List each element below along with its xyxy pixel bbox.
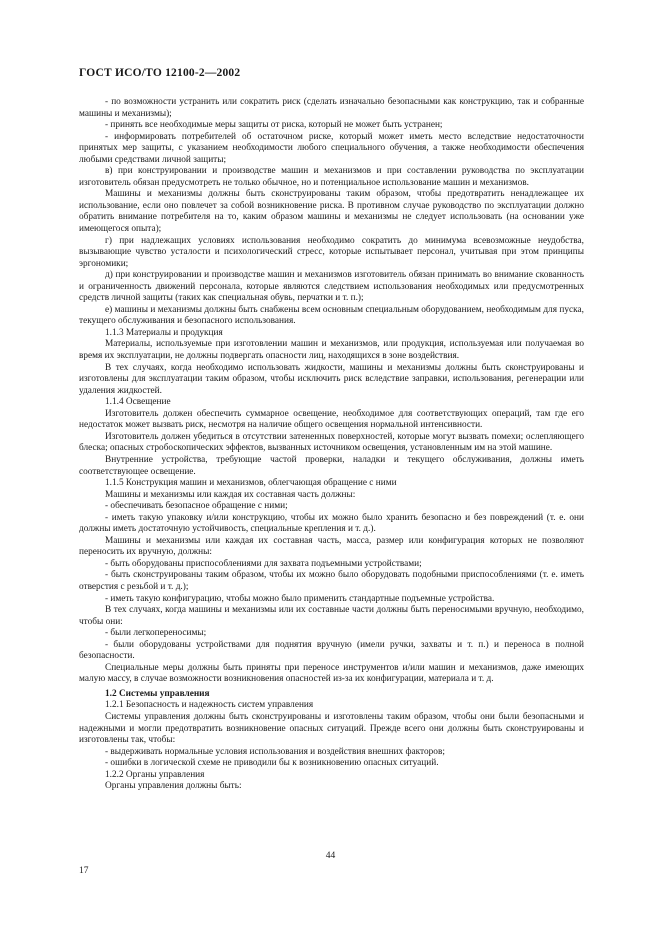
paragraph: - иметь такую упаковку и/или конструкцию, чтобы их можно было хранить безопасно и без повреждений (т. е. они должны иметь достаточную устойчивость, специальные крепления и т. д.). (79, 512, 584, 535)
paragraph: - по возможности устранить или сократить риск (сделать изначально безопасными как конструкцию, так и собранные машины и механизмы); (79, 97, 584, 119)
paragraph: В тех случаях, когда необходимо использовать жидкости, машины и механизмы должны быть сконструированы и изготовлены для эксплуатации таким образом, чтобы исключить риск вследствие заправки, использования, регенерации или удаления жидкостей. (79, 362, 584, 396)
paragraph: 1.2.1 Безопасность и надежность систем управления (105, 700, 314, 711)
paragraph: 1.2.2 Органы управления (105, 769, 205, 780)
page-number: 44 (325, 851, 336, 861)
paragraph: е) машины и механизмы должны быть снабжены всем основным специальным оборудованием, необходимым для пуска, текущего обслуживания и безопасного использования. (79, 304, 584, 327)
paragraph: - информировать потребителей об остаточном риске, который может иметь место вследствие недостаточности принятых мер защиты, с указанием необходимости любого специального обучения, а также необходимости обеспечения любыми средствами личной защиты; (79, 131, 584, 165)
paragraph: Материалы, используемые при изготовлении машин и механизмов, или продукция, используемая или получаемая во время их эксплуатации, не должны подвергать опасности лиц, находящихся в зоне воздействия. (79, 339, 584, 362)
paragraph: Машины и механизмы или каждая их составная часть, масса, размер или конфигурация которых не позволяют переносить их вручную, должны: (79, 535, 584, 558)
paragraph: - выдерживать нормальные условия использования и воздействия внешних факторов; (105, 746, 445, 757)
document-body (79, 97, 584, 793)
paragraph: д) при конструировании и производстве машин и механизмов изготовитель обязан принимать во внимание скованность и ограниченность движений персонала, которые являются следствием использования необходимых или предусмотренных средств личной защиты (таких как специальная обувь, перчатки и т. п.); (79, 270, 584, 304)
paragraph: г) при надлежащих условиях использования необходимо сократить до минимума всевозможные неудобства, вызывающие чувство усталости и психологический стресс, которые испытывает персонал, учитывая при этом принципы эргономики; (79, 235, 584, 269)
paragraph: Изготовитель должен обеспечить суммарное освещение, необходимое для соответствующих операций, там где его недостаток может вызвать риск, несмотря на наличие общего освещения нормальной интенсивности. (79, 408, 584, 431)
paragraph: - быть сконструированы таким образом, чтобы их можно было оборудовать подобными приспособлениями (т. е. иметь отверстия с резьбой и т. д.); (79, 570, 584, 592)
paragraph: Системы управления должны быть сконструированы и изготовлены таким образом, чтобы они были безопасными и надежными и могли предотвратить возникновение опасных ситуаций. Прежде всего они должны быть сконструированы и изготовлены так, чтобы: (79, 711, 584, 746)
paragraph: в) при конструировании и производстве машин и механизмов и при составлении руководства по эксплуатации изготовитель обязан предусмотреть не только обычное, но и потенциальное использование машин и механизмов. (79, 166, 584, 188)
paragraph: - ошибки в логической схеме не приводили бы к возникновению опасных ситуаций. (105, 758, 439, 769)
paragraph: 1.1.3 Материалы и продукция (105, 327, 223, 338)
paragraph: 1.1.5 Конструкция машин и механизмов, облегчающая обращение с ними (105, 478, 397, 489)
paragraph: - были легкопереносимы; (105, 628, 207, 639)
paragraph: Органы управления должны быть: (105, 781, 242, 792)
paragraph: 1.1.4 Освещение (105, 397, 171, 408)
paragraph: Специальные меры должны быть приняты при переносе инструментов и/или машин и механизмов, даже имеющих малую массу, в случае возможности возникновения опасностей из-за их конфигурации, материала и т. д. (79, 662, 584, 685)
footer-left-number: 17 (79, 866, 89, 876)
paragraph: - иметь такую конфигурацию, чтобы можно было применить стандартные подъемные устройства. (105, 593, 495, 604)
paragraph: - быть оборудованы приспособлениями для захвата подъемными устройствами; (105, 558, 422, 569)
paragraph: - были оборудованы устройствами для поднятия вручную (имели ручки, захваты и т. п.) и переноса в полной безопасности. (79, 639, 584, 662)
paragraph: - принять все необходимые меры защиты от риска, который не может быть устранен; (105, 120, 443, 131)
paragraph: Машины и механизмы должны быть сконструированы таким образом, чтобы предотвратить ненадлежащее их использование, если оно повлечет за собой возникновение риска. В противном случае руководство по эксплуатации должно обратить внимание потребителя на то, каким образом машины и механизмы не следует использовать (на основании уже имеющегося опыта); (79, 189, 584, 235)
paragraph: Внутренние устройства, требующие частой проверки, наладки и текущего обслуживания, должны иметь соответствующее освещение. (79, 454, 584, 477)
paragraph: - обеспечивать безопасное обращение с ними; (105, 501, 288, 512)
document-header: ГОСТ ИСО/ТО 12100-2—2002 (79, 67, 241, 79)
section-heading: 1.2 Системы управления (105, 688, 210, 699)
paragraph: Машины и механизмы или каждая их составная часть должны: (105, 489, 356, 500)
paragraph: Изготовитель должен убедиться в отсутствии затененных поверхностей, которые могут вызвать помехи; ослепляющего блеска; опасных стробоскопических эффектов, вызванных источником освещения, установленным им на этой машине. (79, 431, 584, 454)
paragraph: В тех случаях, когда машины и механизмы или их составные части должны быть переносимыми вручную, необходимо, чтобы они: (79, 605, 584, 627)
